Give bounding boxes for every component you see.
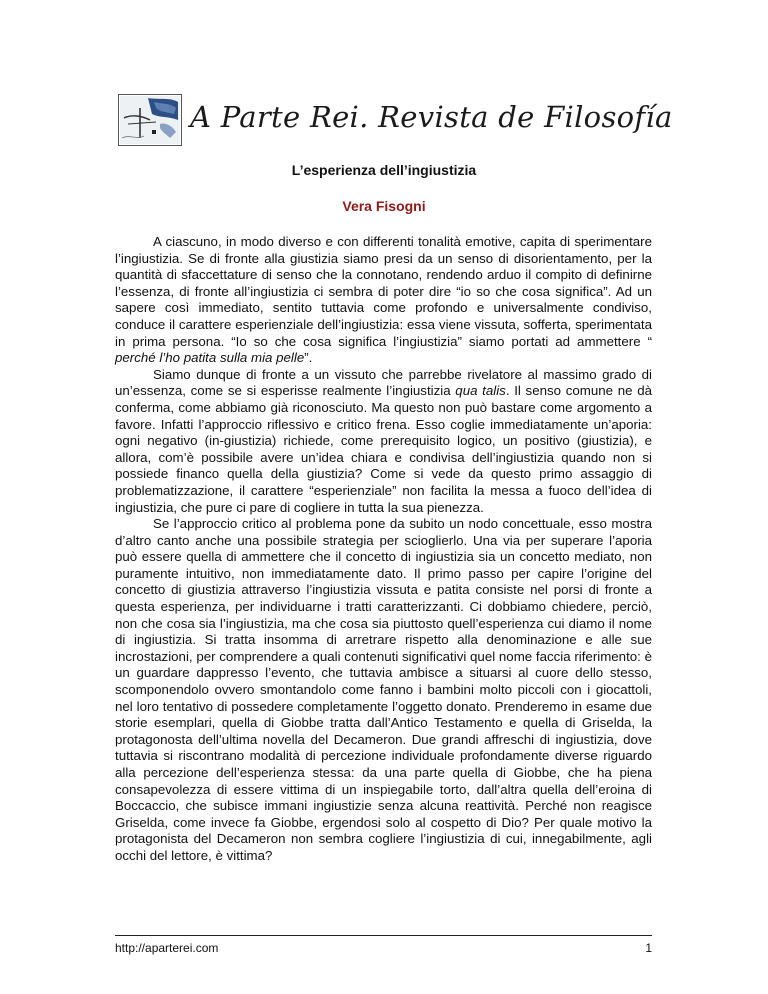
paragraph-text: ”. bbox=[304, 350, 313, 366]
journal-header bbox=[118, 94, 673, 150]
paragraph-text: Se l’approccio critico al problema pone da subito un nodo concettuale, esso mostra d’altro canto anche una possibile strategia per scioglierlo. Una via per superare l’aporia può essere quella di ammettere che il concetto di ingiustizia sia un concetto mediato, non puramente intuitivo, non immediatamente dato. Il primo passo per capire l’origine del concetto di giustizia attraverso l’ingiustizia vissuta e patita consiste nel porsi di fronte a questa esperienza, per individuarne i tratti caratterizzanti. Ci dobbiamo chiedere, perciò, non che cosa sia l’ingiustizia, ma che cosa sia piuttosto quell’esperienza cui diamo il nome di ingiustizia. Si tratta insomma di arretrare rispetto alla denominazione e alle sue incrostazioni, per comprendere a quali contenuti significativi quel nome faccia riferimento: è un guardare dappresso l’evento, che tuttavia ambisce a situarsi al cuore dello stesso, scomponendolo ovvero smontandolo come fanno i bambini molto piccoli con i giocattoli, nel loro tentativo di possedere completamente l’oggetto donato. Prenderemo in esame due storie esemplari, quella di Giobbe tratta dall’Antico Testamento e quella di Griselda, la protagonosta dell’ultima novella del Decameron. Due grandi affreschi di ingiustizia, dove tuttavia si riscontrano modalità di percezione individuale profondamente diverse riguardo alla percezione dell’esperienza stessa: da una parte quella di Giobbe, che ha piena consapevolezza di essere vittima di un inspiegabile torto, dall’altra quella dell’eroina di Boccaccio, che subisce immani ingiustizie senza alcuna reattività. Perché non reagisce Griselda, come invece fa Giobbe, ergendosi solo al cospetto di Dio? Per quale motivo la protagonista del Decameron non sembra cogliere l’ingiustizia di cui, innegabilmente, agli occhi del lettore, è vittima? bbox=[115, 516, 652, 863]
footer-url: http://aparterei.com bbox=[115, 941, 219, 955]
body-paragraph bbox=[115, 234, 652, 367]
paragraph-text: A ciascuno, in modo diverso e con differenti tonalità emotive, capita di sperimentare l’ingiustizia. Se di fronte alla giustizia siamo presi da un senso di disorientamento, per la quantità di sfaccettature di senso che la connotano, rendendo arduo il compito di definirne l’essenza, di fronte all’ingiustizia ci sembra di poter dire “io so che cosa significa”. Ad un sapere così immediato, sentito tuttavia come profondo e universalmente condiviso, conduce il carattere esperienziale dell’ingiustizia: essa viene vissuta, sofferta, sperimentata in prima persona. “Io so che cosa significa l’ingiustizia” siamo portati ad ammettere “ bbox=[115, 234, 652, 349]
article-author: Vera Fisogni bbox=[342, 198, 426, 214]
journal-logo-icon bbox=[118, 94, 182, 146]
body-paragraph bbox=[115, 516, 652, 864]
paragraph-text: . Il senso comune ne dà conferma, come abbiamo già riconosciuto. Ma questo non può bastare come argomento a favore. Infatti l’approccio riflessivo e critico frena. Esso coglie immediatamente un’aporia: ogni negativo (in-giustizia) richiede, come prerequisito logico, un positivo (giustizia), e allora, com’è possibile avere un’idea chiara e condivisa dell’ingiustizia quando non si possiede financo quella della giustizia? Come si vede da questo primo assaggio di problematizzazione, il carattere “esperienziale” non facilita la messa a fuoco dell’idea di ingiustizia, che pure ci pare di cogliere in tutta la sua pienezza. bbox=[115, 383, 652, 515]
paragraph-text: Siamo dunque di fronte a un vissuto che parrebbe rivelatore al massimo grado di un’essenza, come se si esperisse realmente l’ingiustizia bbox=[115, 366, 652, 399]
footer-divider bbox=[115, 935, 652, 936]
journal-title: A Parte Rei. Revista de Filosofía bbox=[190, 100, 673, 134]
article-title: L’esperienza dell’ingiustizia bbox=[291, 162, 477, 178]
page-number: 1 bbox=[645, 941, 652, 955]
italic-text: qua talis bbox=[455, 383, 506, 399]
article-body bbox=[115, 234, 652, 865]
italic-text: perché l’ho patita sulla mia pelle bbox=[115, 350, 305, 366]
body-paragraph bbox=[115, 367, 652, 516]
